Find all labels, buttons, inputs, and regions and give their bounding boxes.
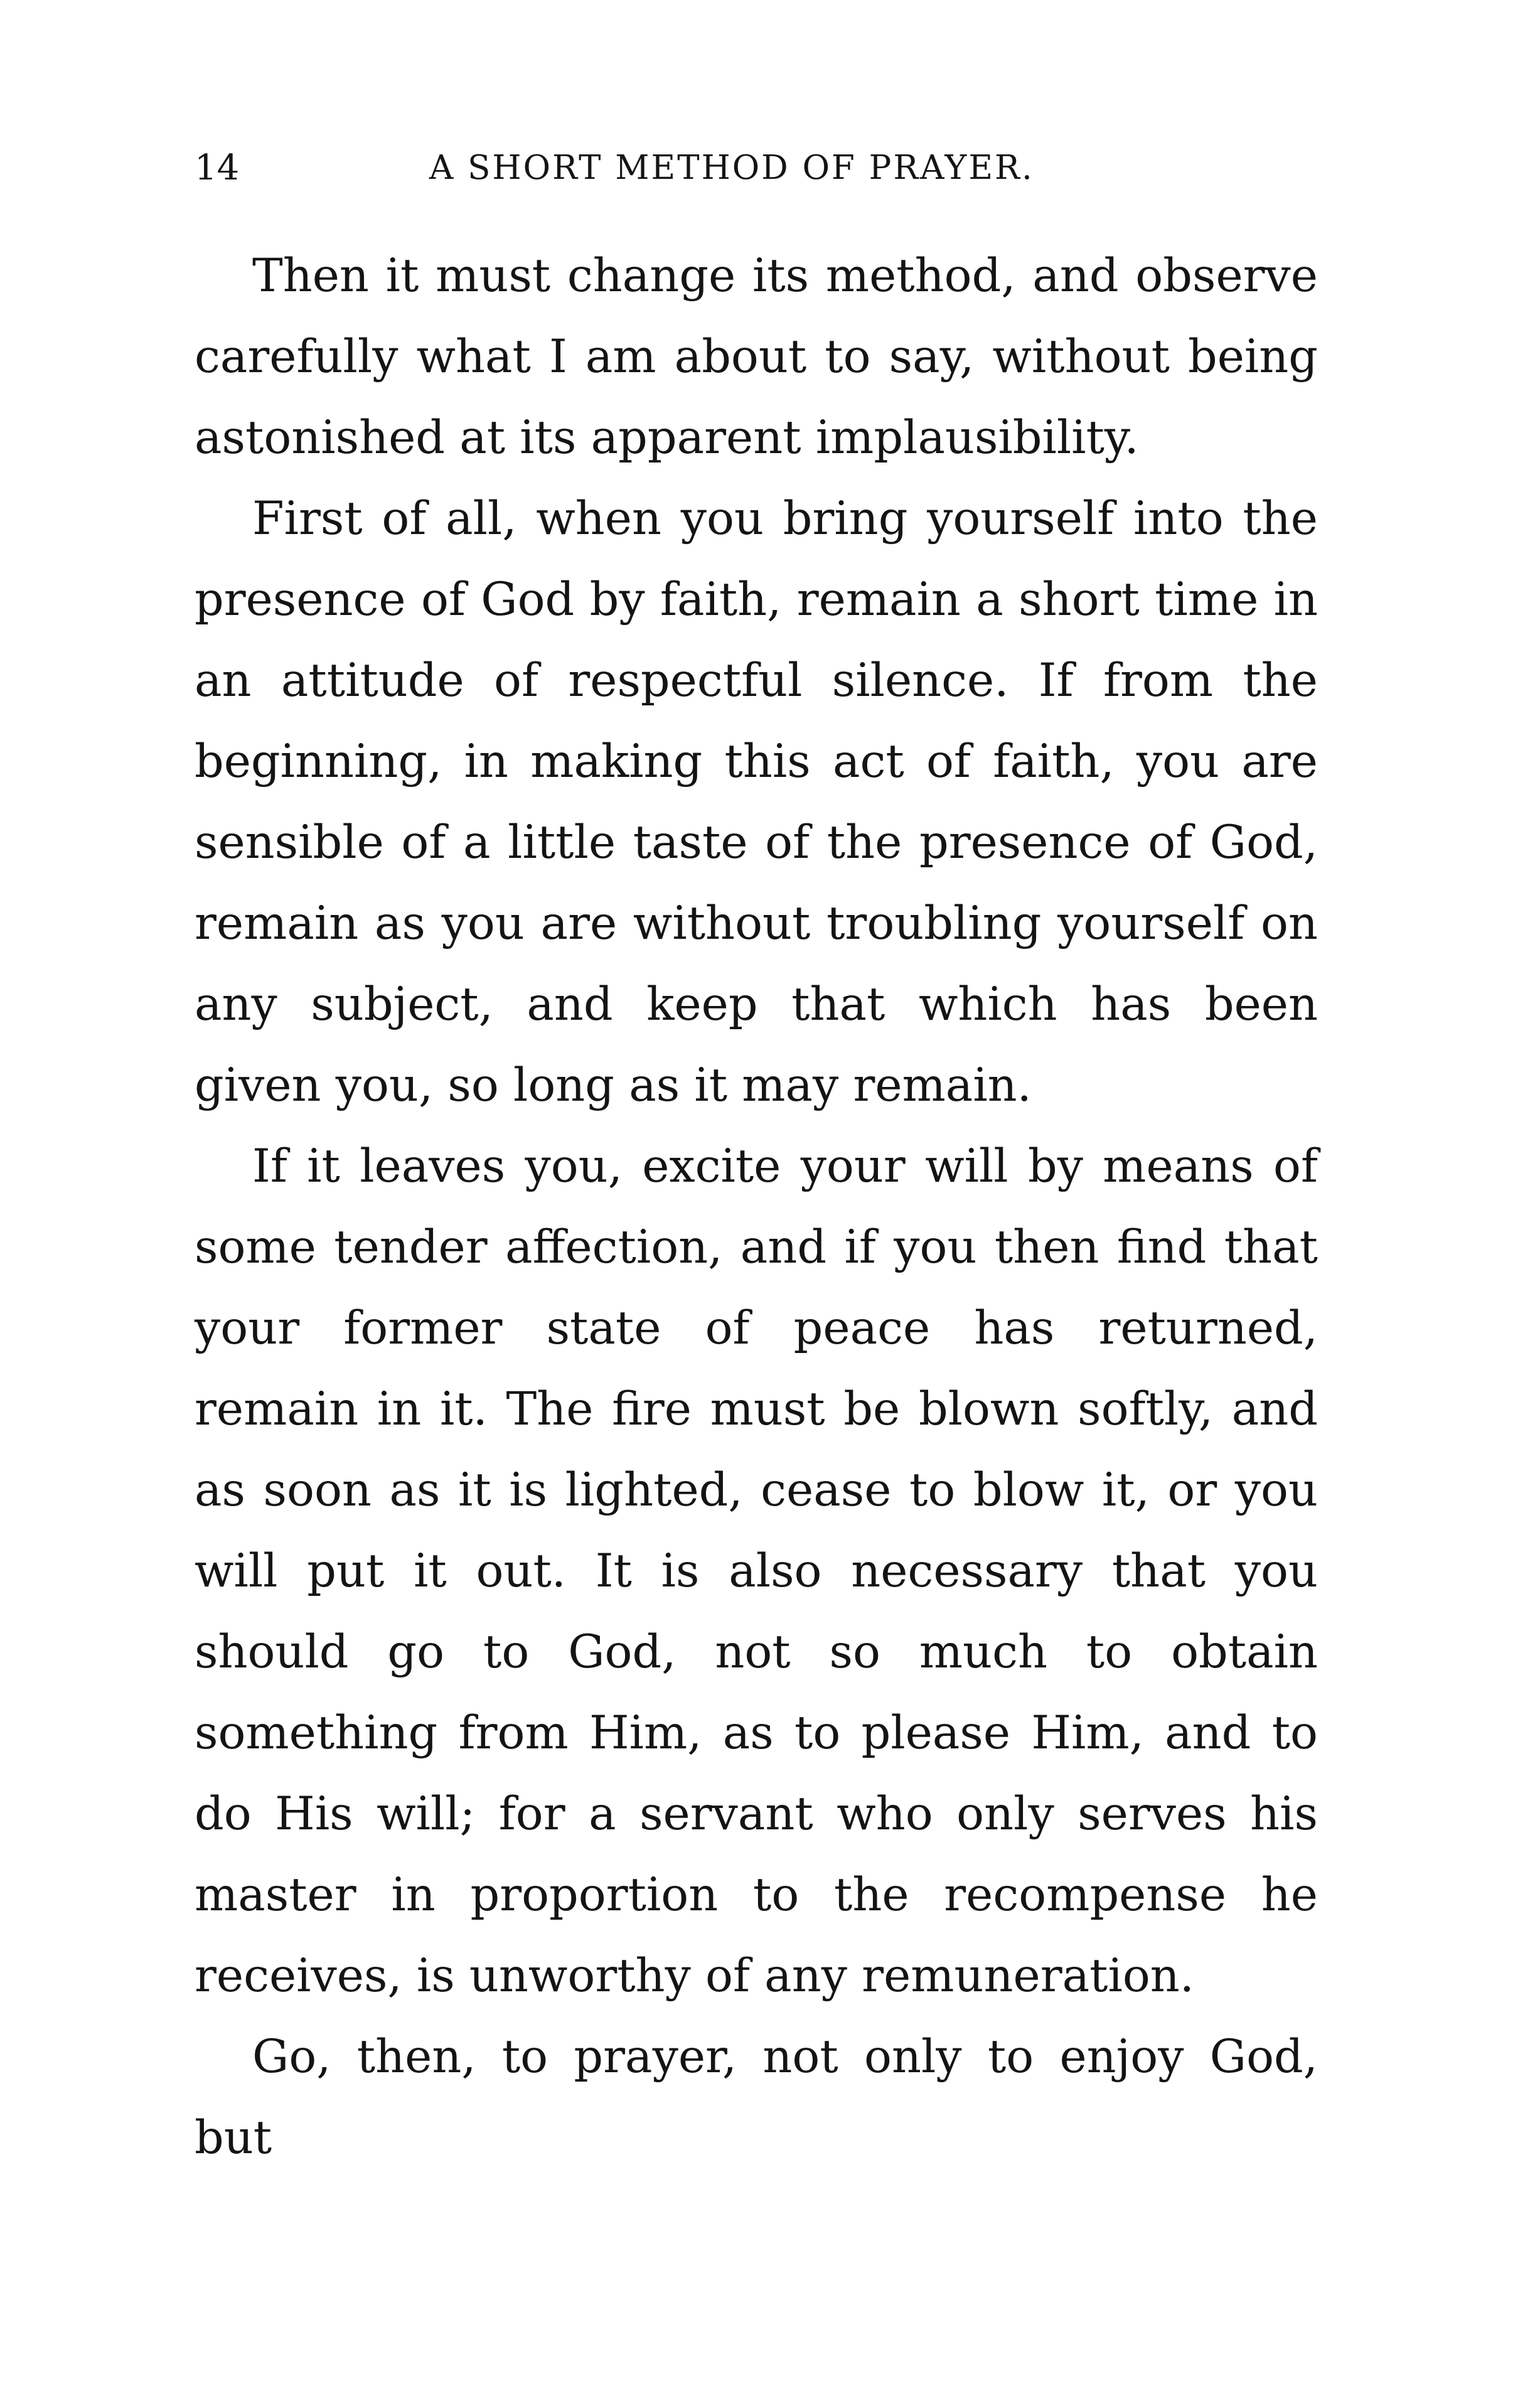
body-text [195,235,1318,2178]
page-number: 14 [195,147,240,188]
paragraph: Then it must change its method, and observe carefully what I am about to say, without being astonished at its apparent implausibility. [195,249,1318,464]
paragraph: Go, then, to prayer, not only to enjoy God, but [195,2030,1318,2164]
running-title: A SHORT METHOD OF PRAYER. [429,149,1034,187]
paragraph: First of all, when you bring yourself into the presence of God by faith, remain a short time in an attitude of respectful silence. If from the beginning, in making this act of faith, you are sensible of a little taste of the presence of God, remain as you are without troubling yourself on any subject, and keep that which has been given you, so long as it may remain. [195,492,1318,1112]
paragraph: If it leaves you, excite your will by means of some tender affection, and if you then find that your former state of peace has returned, remain in it. The fire must be blown softly, and as soon as it is lighted, cease to blow it, or you will put it out. It is also necessary that you should go to God, not so much to obtain something from Him, as to please Him, and to do His will; for a servant who only serves his master in proportion to the recompense he receives, is unworthy of any remuneration. [195,1140,1318,2003]
running-head [195,143,1318,193]
